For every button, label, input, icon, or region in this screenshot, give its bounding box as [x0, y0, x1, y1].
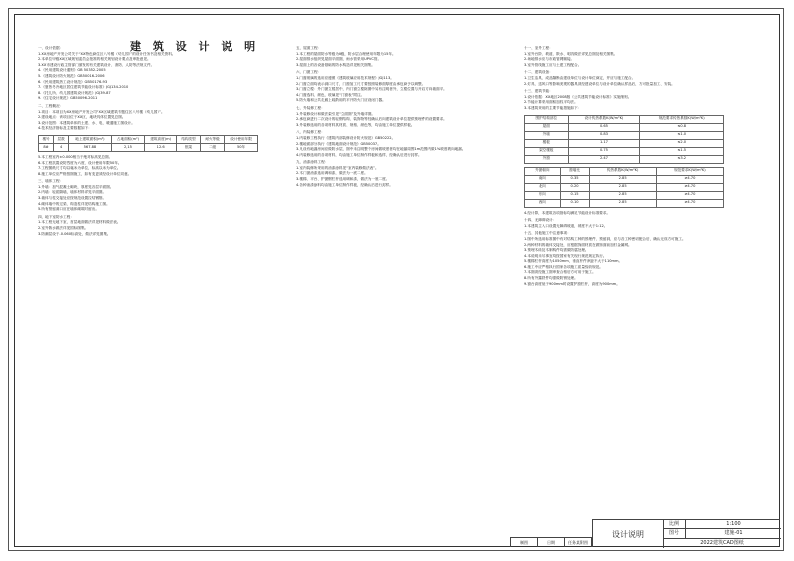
text-line: 4.本说明未尽事宜均按国家有关现行规范规定执行。 [524, 253, 607, 258]
table-cell: 南向 [525, 175, 561, 183]
number-label: 图号 [663, 529, 686, 537]
table-cell: ≥4.70 [656, 183, 723, 191]
drawing-name: 设计说明 [593, 520, 664, 548]
text-line: 2.楼地面部分执行《建筑地面设计规范》GB50037。 [296, 141, 381, 146]
table-cell: 架空楼板 [525, 147, 569, 155]
table-cell: 框架 [177, 143, 201, 151]
title-block [592, 519, 780, 547]
text-line: 6.《民用建筑热工设计规范》GB50176-93 [38, 79, 108, 84]
table-cell: ≥4.70 [656, 191, 723, 199]
window-thermal-table [524, 167, 724, 208]
site-energy-text [524, 46, 769, 112]
table-row [39, 143, 258, 151]
table-row [525, 199, 724, 207]
table-row [525, 131, 724, 139]
table-cell: 设计传热系数K(W/m²K) [568, 115, 640, 123]
text-line: 五、屋面工程： [296, 46, 322, 50]
text-line: 十三、建筑节能： [524, 89, 553, 94]
table-body [525, 123, 724, 163]
text-line: 二、工程概况： [38, 103, 64, 108]
table-cell: 东向 [525, 191, 561, 199]
text-line: 3.外装修选用的各项材料其材质、规格、颜色等，均由施工单位提供样板。 [296, 122, 415, 127]
text-line: 6.施工中应严格执行国家各项施工质量验收规范。 [524, 264, 603, 269]
table-cell: 层数 [54, 135, 69, 143]
table-cell: 楼号 [39, 135, 54, 143]
text-line: 七、外装修工程： [296, 105, 325, 110]
text-line: 2.门窗立面均表示洞口尺寸，门窗加工尺寸要按照装修面厚度由承包商予以调整。 [296, 81, 426, 86]
table-cell: ≥4.70 [656, 199, 723, 207]
text-line: 5.所有预留洞口应在墙体砌筑时留出。 [38, 207, 99, 212]
table-cell: 2.47 [568, 155, 640, 163]
text-line: 2.承包商进行二次设计的轻钢结构、装饰物等经确认后向建筑设计单位提供预埋件的设置要求。 [296, 117, 447, 122]
signature-strip [510, 537, 592, 547]
date-row [663, 539, 781, 548]
text-line: 4.经计算，本建筑各项指标均满足节能设计标准要求。 [524, 210, 611, 215]
roof-door-decoration-text [296, 46, 511, 188]
table-row [525, 175, 724, 183]
table-cell: ≤1.0 [640, 131, 724, 139]
text-line: 2.室外散水做法详见国标图集。 [38, 226, 89, 231]
table-row [525, 147, 724, 155]
text-line: 八、内装修工程： [296, 130, 325, 135]
text-line: 四、地下室防水工程： [38, 214, 74, 219]
text-line: 3.本建筑采用的主要节能措施如下： [524, 105, 582, 110]
table-cell: 0.75 [568, 147, 640, 155]
table-cell: 外墙 [525, 131, 569, 139]
text-line: 2.场地排水应与市政管网顺接。 [524, 57, 575, 62]
text-line: 6.本工程抗震设防烈度为六度，设计使用年限50年。 [38, 160, 122, 165]
text-line: 十四、无障碍设计： [524, 218, 557, 223]
column-2 [296, 44, 511, 188]
design-basis-text [38, 46, 258, 132]
text-line: 2.木门窗油漆选用调和漆，做法为一底二度。 [296, 171, 368, 176]
table-cell: 地上建筑面积(m²) [69, 135, 111, 143]
text-line: 3.门窗立樘：外门窗立樘居中，内门窗立樘除图中另有注明者外，立樘位置与开启方向墙面平。 [296, 87, 447, 92]
table-cell: 0.10 [560, 199, 589, 207]
table-cell: 占地面积(m²) [111, 135, 145, 143]
page-title: 建 筑 设 计 说 明 [130, 40, 260, 53]
text-line: 5.楼梯栏杆高度为1050mm，垂直杆件净距不大于110mm。 [524, 259, 623, 264]
number-row [663, 529, 781, 538]
table-cell: 围护结构部位 [525, 115, 569, 123]
text-line: 2.屋面排水组织见屋面平面图，雨水管采用UPVC管。 [296, 57, 382, 62]
table-header-row [525, 115, 724, 123]
table-cell: 0.15 [560, 191, 589, 199]
table-row [525, 139, 724, 147]
table-cell: 0.35 [560, 175, 589, 183]
table-cell: 屋面 [525, 123, 569, 131]
table-cell: 567.88 [69, 143, 111, 151]
table-cell: 二级 [201, 143, 225, 151]
table-cell: 规范要求K(W/m²K) [656, 167, 723, 175]
text-line: 1.室外台阶、坡道、散水、明沟做法详见总图及相关图集。 [524, 51, 618, 56]
text-line: 1.本工程的屋面防水等级为Ⅱ级，防水层合理使用年限为15年。 [296, 51, 396, 56]
text-line: 2.节能计算采用面积加权平均法。 [524, 100, 578, 105]
text-line: 1.外墙：加气混凝土砌块，厚度见各层平面图。 [38, 184, 114, 189]
text-line: 1.外装修设计和做法索引见“立面图”及外墙详图。 [296, 111, 376, 116]
table-cell: ≥4.70 [656, 175, 723, 183]
table-cell: 楼板 [525, 139, 569, 147]
text-line: 4.各种油漆涂料均由施工单位制作样板，经确认后进行封样。 [296, 182, 393, 187]
table-cell: 2,15 [111, 143, 145, 151]
table-cell: 50年 [225, 143, 258, 151]
table-cell: ≤3.2 [640, 155, 724, 163]
table-cell: 4 [54, 143, 69, 151]
text-line: 九、油漆涂料工程： [296, 160, 329, 165]
date-value: 2022建筑CAD图纸 [700, 539, 744, 546]
text-line: 5.《建筑设计防火规范》GB50016-2006 [38, 73, 105, 78]
table-cell: 0.83 [568, 131, 640, 139]
envelope-thermal-table [524, 115, 724, 164]
table-cell: 2.85 [589, 191, 656, 199]
text-line: 8.施工单位应严格按图施工，如有变更须经设计单位同意。 [38, 171, 132, 176]
table-row [525, 183, 724, 191]
text-line: 8.所有外露铁件均需做防锈处理。 [524, 276, 578, 281]
text-line: 1.室内装修所采用的油漆涂料见“室内装修做法表”。 [296, 165, 379, 170]
text-line: 2.两种材料的墙体交接处，应根据饰面材质在做饰面前加钉金属网。 [524, 242, 632, 247]
wall-engineering-text [38, 155, 258, 237]
table-cell: 窗墙比 [560, 167, 589, 175]
text-line: 3.屋面上的各设备基础的防水构造详见相关图集。 [296, 62, 375, 67]
text-line: 7.本图须经施工图审查合格后方可用于施工。 [524, 270, 596, 275]
text-line: 2.本单位甲级XX区域规划委员会批准的相关规划设计要点及审批意见。 [38, 57, 151, 62]
text-line: 2.建设地点：该项目位于XX区，地块具体位置见总图。 [38, 115, 126, 120]
text-line: 7.工程图纸尺寸均以毫米为单位，标高以米为单位。 [38, 166, 121, 171]
table-cell: 12.6 [145, 143, 177, 151]
table-cell: 1.17 [568, 139, 640, 147]
text-line: 1.内装修工程执行《建筑内部装修设计防火规范》GB50222。 [296, 135, 396, 140]
table-cell: 北向 [525, 183, 561, 191]
text-line: 3.XX市建设行政主管部门颁发的有关建筑设计、消防、人防等法规文件。 [38, 62, 155, 67]
text-line: 十二、建筑设备： [524, 70, 553, 75]
text-line: 十一、室外工程： [524, 46, 553, 50]
text-line: 六、门窗工程： [296, 70, 322, 75]
table-cell: ≤1.5 [640, 147, 724, 155]
scale-value: 1:100 [726, 521, 741, 527]
table-header-row [39, 135, 258, 143]
text-line: 5.防火墙和公共走廊上疏散用的平开防火门应设闭门器。 [296, 98, 386, 103]
table-cell: 结构类型 [177, 135, 201, 143]
table-cell: 0.20 [560, 183, 589, 191]
text-line: 8.《托儿所、幼儿园建筑设计规范》JGJ39-87 [38, 90, 111, 95]
sign-cell: 制图 [511, 538, 538, 547]
table-cell: ≤0.8 [640, 123, 724, 131]
text-line: 9.《住宅设计规范》GB50096-2011 [38, 96, 98, 101]
table-cell: 传热系数K(W/m²K) [589, 167, 656, 175]
table-cell: 0.65 [568, 123, 640, 131]
text-line: 1.本建筑主入口设置无障碍坡道，坡度不大于1:12。 [524, 223, 608, 228]
text-line: 4.技术经济指标及主要数据如下： [38, 126, 92, 131]
table-cell: 8# [39, 143, 54, 151]
number-value: 建施-01 [724, 530, 743, 537]
table-cell: 外窗朝向 [525, 167, 561, 175]
text-line: 3.楼梯、平台、护窗钢栏杆选用调和漆，做法为一底二度。 [296, 177, 390, 182]
sign-cell: 日期 [538, 538, 565, 547]
misc-notes-text [524, 211, 769, 288]
table-cell: 2.85 [589, 183, 656, 191]
text-line: 4.门窗选料、颜色、玻璃见“门窗表”附注。 [296, 92, 365, 97]
text-line: 1.项目：本项目为XX房地产开发公司“XX区域建筑专题住区八号楼（幼儿园）”。 [38, 109, 165, 114]
text-line: 9.窗台高度低于900mm时设置护窗栏杆，高度为900mm。 [524, 281, 620, 286]
text-line: 3.室外管线施工应与土建工程配合。 [524, 62, 582, 67]
text-line: 三、墙体工程： [38, 179, 64, 184]
table-cell: 2.85 [589, 175, 656, 183]
text-line: 1.门窗玻璃的选用应遵照《建筑玻璃应用技术规程》JGJ113。 [296, 75, 394, 80]
table-cell: 西向 [525, 199, 561, 207]
text-line: 7.《夏热冬冷地区居住建筑节能设计标准》JGJ134-2010 [38, 85, 129, 90]
table-cell: ≤2.0 [640, 139, 724, 147]
text-line: 十五、其他施工中注意事项： [524, 231, 571, 236]
text-line: 1.本工程无地下室，首层地面做法详见材料做法表。 [38, 220, 121, 225]
text-line: 1.XX房地产开发公司关于“XX特色商住区八号楼（幼儿园）”的设计任务书及相关资料。 [38, 51, 176, 56]
text-line: 3.墙体与柱交接处应按规范设置拉结钢筋。 [38, 196, 107, 201]
text-line: 1.设计依据：XX地区2008版《公共建筑节能设计标准》实施细则。 [524, 94, 632, 99]
text-line: 1.图中所选用标准图中有对结构工种的预埋件、预留洞，应与各工种密切配合后，确认无误方可施工。 [524, 236, 686, 241]
text-line: 4.《民用建筑设计通则》GB 50352-2005 [38, 68, 106, 73]
table-cell: 2.85 [589, 199, 656, 207]
table-body [525, 175, 724, 207]
text-line: 4.砌体墙中的过梁、构造柱详见结构施工图。 [38, 201, 110, 206]
table-cell: 规范要求传热系数K(W/m²K) [640, 115, 724, 123]
table-row [525, 123, 724, 131]
text-line: 3.设计范围：本建筑单体的土建、水、电、暖通施工图设计。 [38, 120, 135, 125]
text-line: 2.内墙：轻质隔墙，墙体材料详见平面图。 [38, 190, 107, 195]
scale-row [663, 520, 781, 529]
project-index-table [38, 135, 258, 152]
text-line: 3.防潮层设于-0.060标高处，做法详见图集。 [38, 231, 111, 236]
text-line: 3.预埋木砖及木制构件均需做防腐处理。 [524, 248, 589, 253]
table-row [525, 155, 724, 163]
column-3 [524, 44, 769, 287]
table-cell: 外窗 [525, 155, 569, 163]
column-1 [38, 44, 258, 237]
table-cell: 建筑高度(m) [145, 135, 177, 143]
text-line: 2.灯具、送风口等影响美观的器具须经建设单位与设计单位确认样品后，方可批量加工、安装。 [524, 81, 675, 86]
text-line: 5.本工程室内±0.000相当于绝对标高见总图。 [38, 154, 113, 159]
table-header-row [525, 167, 724, 175]
table-cell: 耐火等级 [201, 135, 225, 143]
text-line: 1.卫生洁具、成品隔断由建设单位与设计单位商定，并应与施工配合。 [524, 75, 636, 80]
sign-cell: 任务某附图 [565, 538, 592, 547]
text-line: 4.内装修选用的各项材料，均由施工单位制作样板和选样，经确认后进行封样。 [296, 152, 422, 157]
table-cell: 设计使用年限 [225, 135, 258, 143]
text-line: 一、设计依据： [38, 46, 64, 50]
text-line: 3.凡设有地漏房间应做防水层，图中未注明整个房间做坡度者均在地漏周围1m范围内做1%坡度坡向地漏。 [296, 147, 466, 152]
table-row [525, 191, 724, 199]
scale-label: 比例 [663, 520, 686, 528]
